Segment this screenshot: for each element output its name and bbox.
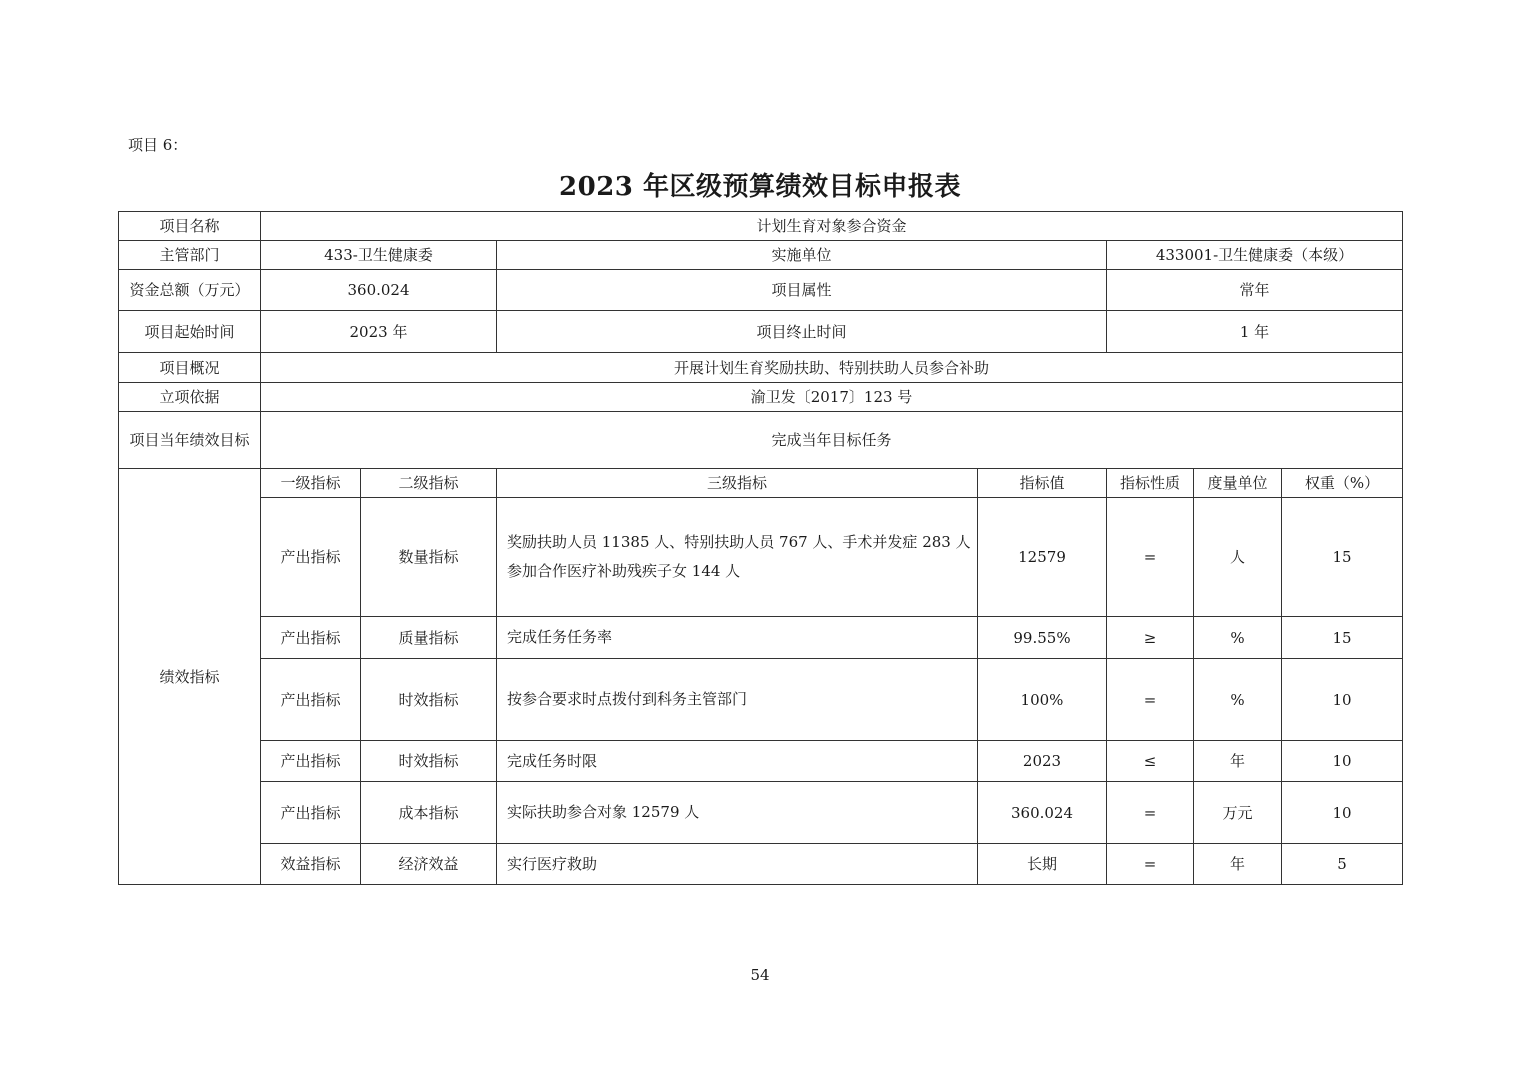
unit-cell: 年	[1194, 844, 1282, 885]
weight-cell: 15	[1282, 617, 1403, 659]
level3-cell: 按参合要求时点拨付到科务主管部门	[497, 659, 978, 741]
value-cell: 12579	[978, 498, 1107, 617]
nature-cell: =	[1107, 498, 1194, 617]
level3-cell: 完成任务任务率	[497, 617, 978, 659]
nature-cell: =	[1107, 659, 1194, 741]
project-name-value: 计划生育对象参合资金	[261, 212, 1403, 241]
level3-cell: 实际扶助参合对象 12579 人	[497, 782, 978, 844]
header-level1: 一级指标	[261, 469, 361, 498]
weight-cell: 5	[1282, 844, 1403, 885]
level2-cell: 时效指标	[361, 741, 497, 782]
level2-cell: 时效指标	[361, 659, 497, 741]
level2-cell: 经济效益	[361, 844, 497, 885]
header-level2: 二级指标	[361, 469, 497, 498]
level1-cell: 效益指标	[261, 844, 361, 885]
nature-cell: ≥	[1107, 617, 1194, 659]
impl-unit-label: 实施单位	[497, 241, 1107, 270]
weight-cell: 15	[1282, 498, 1403, 617]
header-nature: 指标性质	[1107, 469, 1194, 498]
row-project-name	[119, 212, 1403, 241]
performance-goal-table	[118, 211, 1403, 885]
unit-cell: 人	[1194, 498, 1282, 617]
nature-cell: =	[1107, 844, 1194, 885]
dept-value: 433-卫生健康委	[261, 241, 497, 270]
unit-cell: %	[1194, 617, 1282, 659]
level1-cell: 产出指标	[261, 741, 361, 782]
level1-cell: 产出指标	[261, 617, 361, 659]
value-cell: 100%	[978, 659, 1107, 741]
overview-value: 开展计划生育奖励扶助、特别扶助人员参合补助	[261, 353, 1403, 383]
total-funds-label: 资金总额（万元）	[119, 270, 261, 311]
basis-label: 立项依据	[119, 383, 261, 412]
total-funds-value: 360.024	[261, 270, 497, 311]
value-cell: 2023	[978, 741, 1107, 782]
nature-cell: ≤	[1107, 741, 1194, 782]
row-period	[119, 311, 1403, 353]
start-value: 2023 年	[261, 311, 497, 353]
unit-cell: %	[1194, 659, 1282, 741]
row-overview	[119, 353, 1403, 383]
table-row	[119, 782, 1403, 844]
table-row	[119, 741, 1403, 782]
table-row	[119, 498, 1403, 617]
impl-unit-value: 433001-卫生健康委（本级）	[1107, 241, 1403, 270]
start-label: 项目起始时间	[119, 311, 261, 353]
header-level3: 三级指标	[497, 469, 978, 498]
indicator-header-row	[119, 469, 1403, 498]
level2-cell: 成本指标	[361, 782, 497, 844]
header-weight: 权重（%）	[1282, 469, 1403, 498]
level3-cell: 完成任务时限	[497, 741, 978, 782]
level2-cell: 数量指标	[361, 498, 497, 617]
goal-value: 完成当年目标任务	[261, 412, 1403, 469]
header-value: 指标值	[978, 469, 1107, 498]
project-label: 项目 6：	[128, 136, 188, 154]
row-basis	[119, 383, 1403, 412]
indicators-section-label: 绩效指标	[119, 469, 261, 885]
level1-cell: 产出指标	[261, 782, 361, 844]
attribute-value: 常年	[1107, 270, 1403, 311]
end-label: 项目终止时间	[497, 311, 1107, 353]
weight-cell: 10	[1282, 659, 1403, 741]
basis-value: 渝卫发〔2017〕123 号	[261, 383, 1403, 412]
level3-cell: 实行医疗救助	[497, 844, 978, 885]
value-cell: 360.024	[978, 782, 1107, 844]
attribute-label: 项目属性	[497, 270, 1107, 311]
level3-cell: 奖励扶助人员 11385 人、特别扶助人员 767 人、手术并发症 283 人参加合作医疗补助残疾子女 144 人	[497, 498, 978, 617]
level2-cell: 质量指标	[361, 617, 497, 659]
page-title: 2023 年区级预算绩效目标申报表	[559, 172, 961, 202]
level1-cell: 产出指标	[261, 498, 361, 617]
table-row	[119, 844, 1403, 885]
level1-cell: 产出指标	[261, 659, 361, 741]
unit-cell: 年	[1194, 741, 1282, 782]
project-name-label: 项目名称	[119, 212, 261, 241]
page-number: 54	[750, 966, 770, 984]
nature-cell: =	[1107, 782, 1194, 844]
table-row	[119, 617, 1403, 659]
value-cell: 99.55%	[978, 617, 1107, 659]
row-department	[119, 241, 1403, 270]
goal-label: 项目当年绩效目标	[119, 412, 261, 469]
overview-label: 项目概况	[119, 353, 261, 383]
weight-cell: 10	[1282, 782, 1403, 844]
unit-cell: 万元	[1194, 782, 1282, 844]
dept-label: 主管部门	[119, 241, 261, 270]
header-unit: 度量单位	[1194, 469, 1282, 498]
row-funds	[119, 270, 1403, 311]
value-cell: 长期	[978, 844, 1107, 885]
weight-cell: 10	[1282, 741, 1403, 782]
row-annual-goal	[119, 412, 1403, 469]
end-value: 1 年	[1107, 311, 1403, 353]
table-row	[119, 659, 1403, 741]
